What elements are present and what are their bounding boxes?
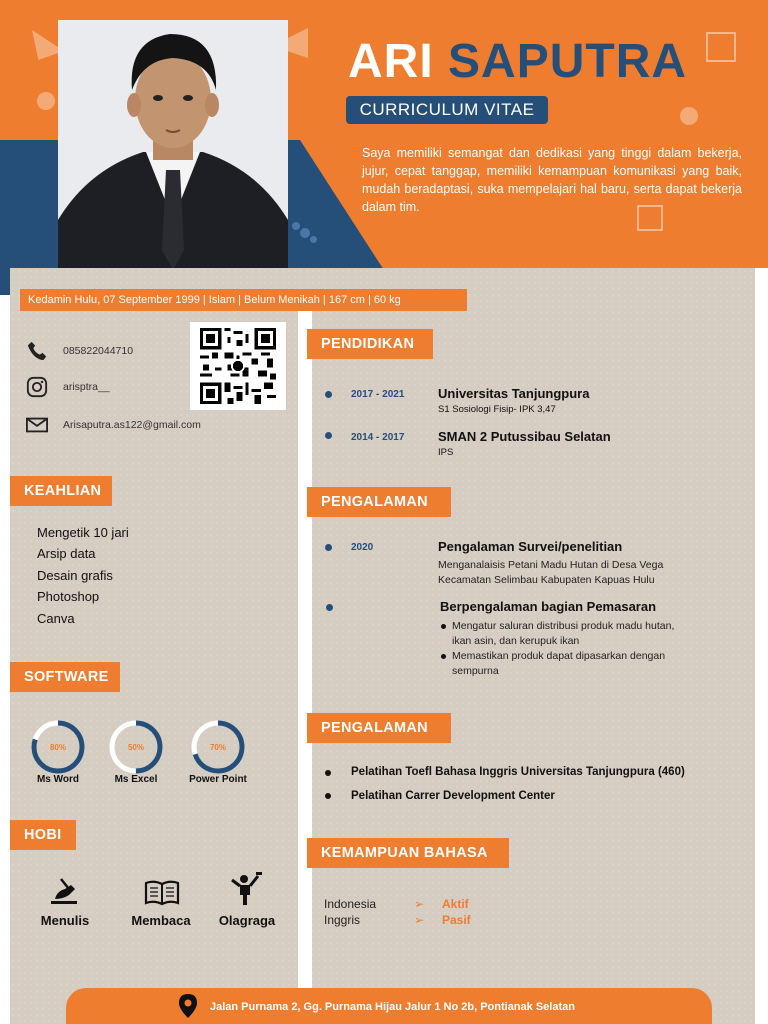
- section-pelatihan: PENGALAMAN: [307, 713, 451, 743]
- circle-decoration: [680, 107, 698, 125]
- experience-title: Berpengalaman bagian Pemasaran: [440, 599, 657, 614]
- arrow-icon: ➢: [414, 897, 425, 911]
- phone-contact: [26, 340, 134, 362]
- instagram-icon: [26, 376, 48, 398]
- instagram-contact: [26, 376, 110, 398]
- location-pin-icon: [178, 993, 198, 1019]
- hobby-label: Membaca: [131, 913, 191, 928]
- section-pengalaman: PENGALAMAN: [307, 487, 451, 517]
- first-name: ARI: [348, 35, 434, 88]
- software-name: Power Point: [189, 774, 247, 785]
- phone-icon: [26, 340, 48, 362]
- section-software: SOFTWARE: [10, 662, 120, 692]
- arrow-icon: ➢: [414, 913, 425, 927]
- education-years: 2017 - 2021: [351, 389, 405, 400]
- training-item: Pelatihan Carrer Development Center: [351, 790, 555, 802]
- software-donut: [30, 719, 86, 775]
- skill-item: Mengetik 10 jari: [37, 525, 129, 540]
- experience-title: Pengalaman Survei/penelitian: [438, 539, 623, 554]
- column-divider: [298, 300, 312, 1024]
- section-keahlian: KEAHLIAN: [10, 476, 112, 506]
- language-name: Indonesia: [324, 897, 377, 911]
- list-item-cont: sempurna: [452, 665, 499, 677]
- hobby-label: Olagraga: [218, 913, 276, 928]
- sport-icon: [228, 871, 264, 907]
- instagram-handle: arisptra__: [63, 381, 110, 393]
- profile-photo: [58, 20, 288, 292]
- skill-item: Photoshop: [37, 589, 100, 604]
- qr-code-icon: [200, 328, 276, 404]
- summary-text: Saya memiliki semangat dan dedikasi yang tinggi dalam bekerja, jujur, cepat tanggap, memiliki kemampuan komunikasi yang baik, mudah beradaptasi, suka mempelajari hal baru, serta dapat bekerja dalam tim.: [362, 146, 742, 214]
- education-school: SMAN 2 Putussibau Selatan: [438, 429, 611, 444]
- donut-percent-label: 50%: [127, 743, 145, 752]
- education-detail: IPS: [438, 447, 454, 458]
- software-donut: [108, 719, 164, 775]
- training-item: Pelatihan Toefl Bahasa Inggris Universitas Tanjungpura (460): [351, 766, 685, 778]
- email-contact: [26, 414, 201, 436]
- email-icon: [26, 414, 48, 436]
- experience-desc: Kecamatan Selimbau Kabupaten Kapuas Hulu: [438, 574, 655, 586]
- section-bahasa: KEMAMPUAN BAHASA: [307, 838, 509, 868]
- email-address: Arisaputra.as122@gmail.com: [63, 419, 201, 431]
- section-pendidikan: PENDIDIKAN: [307, 329, 433, 359]
- language-level: Pasif: [442, 913, 471, 927]
- phone-number: 085822044710: [63, 345, 134, 357]
- qr-code: [190, 322, 286, 410]
- list-item: Mengatur saluran distribusi produk madu hutan,: [440, 619, 674, 634]
- education-school: Universitas Tanjungpura: [438, 386, 590, 401]
- circle-decoration: [37, 92, 55, 110]
- skill-item: Desain grafis: [37, 568, 113, 583]
- education-detail: S1 Sosiologi Fisip- IPK 3,47: [438, 404, 556, 415]
- education-years: 2014 - 2017: [351, 432, 405, 443]
- list-item-cont: ikan asin, dan kerupuk ikan: [452, 635, 580, 647]
- donut-percent-label: 70%: [209, 743, 227, 752]
- person-name: [348, 34, 687, 90]
- square-decoration: [706, 32, 736, 62]
- footer-address: Jalan Purnama 2, Gg. Purnama Hijau Jalur 1 No 2b, Pontianak Selatan: [210, 1001, 575, 1013]
- skill-item: Canva: [37, 611, 75, 626]
- timeline-bullet: [325, 391, 332, 398]
- language-name: Inggris: [324, 913, 361, 927]
- last-name: SAPUTRA: [448, 35, 688, 88]
- donut-percent-label: 80%: [49, 743, 67, 752]
- section-hobi: HOBI: [10, 820, 76, 850]
- timeline-bullet: [325, 544, 332, 551]
- software-name: Ms Excel: [114, 774, 158, 785]
- language-level: Aktif: [442, 897, 469, 911]
- list-bullet: [325, 793, 331, 799]
- cv-subtitle: CURRICULUM VITAE: [346, 96, 548, 124]
- list-bullet: [325, 770, 331, 776]
- personal-info-bar: Kedamin Hulu, 07 September 1999 | Islam | Belum Menikah | 167 cm | 60 kg: [20, 289, 467, 311]
- writing-icon: [47, 873, 83, 909]
- experience-year: 2020: [351, 542, 374, 553]
- experience-desc: Menganalaisis Petani Madu Hutan di Desa Vega: [438, 559, 664, 571]
- timeline-bullet: [325, 432, 332, 439]
- experience-sublist: [440, 619, 674, 679]
- timeline-bullet: [326, 604, 333, 611]
- book-icon: [144, 875, 180, 911]
- software-donut: [190, 719, 246, 775]
- software-name: Ms Word: [36, 774, 80, 785]
- skill-item: Arsip data: [37, 546, 96, 561]
- hobby-label: Menulis: [40, 913, 90, 928]
- list-item: Memastikan produk dapat dipasarkan dengan: [440, 649, 674, 664]
